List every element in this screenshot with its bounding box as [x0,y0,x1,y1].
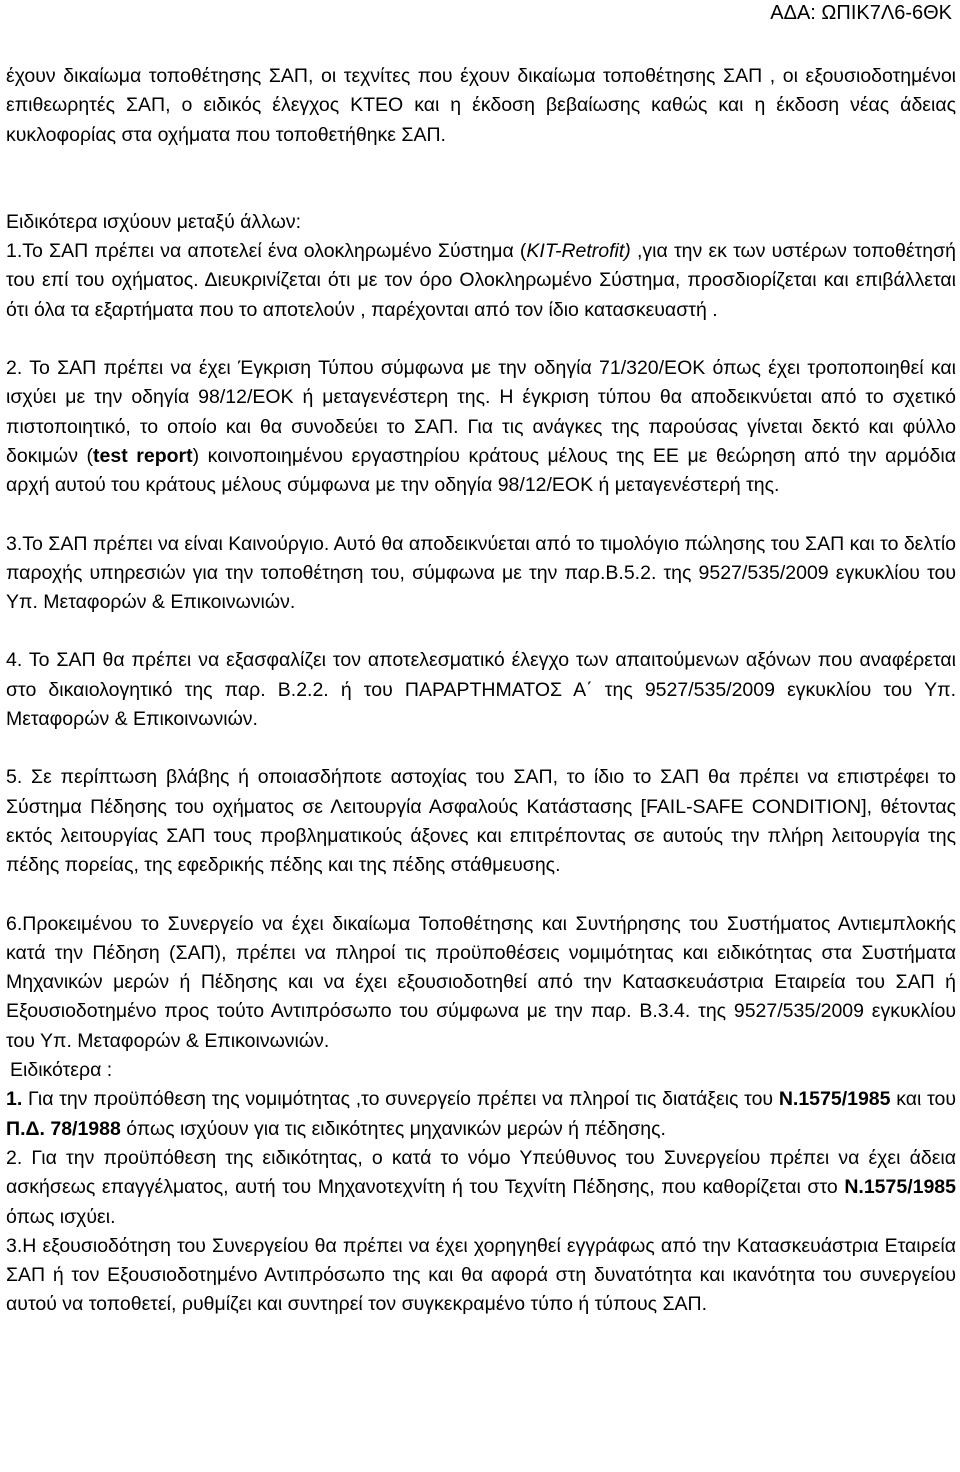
sub-item-2-text-2: όπως ισχύει. [6,1205,116,1228]
sub-item-1-text-3: όπως ισχύουν για τις ειδικότητες μηχανικών μερών ή πέδησης. [120,1117,666,1140]
item-1-italic: KIT-Retrofit) [526,240,631,263]
sub-item-2-law: Ν.1575/1985 [844,1176,956,1199]
sub-item-2-text: 2. Για την προϋπόθεση της ειδικότητας, ο κατά το νόμο Υπεύθυνος του Συνεργείου πρέπει να έχει άδεια ασκήσεως επαγγέλματος, αυτή του Μηχανοτεχνίτη ή του Τεχνίτη Πέδησης, που καθορίζεται στο [6,1146,956,1199]
sub-item-1-law: Ν.1575/1985 [778,1088,891,1111]
item-2-text: 2. Το ΣΑΠ πρέπει να έχει Έγκριση Τύπου σύμφωνα με την οδηγία 71/320/ΕΟΚ όπως έχει τροποποιηθεί και ισχύει με την οδηγία 98/12/ΕΟΚ ή μεταγενέστερη της. Η έγκριση τύπου θα αποδεικνύεται από το σχετικό πιστοποιητικό, το οποίο και θα συνοδεύει το ΣΑΠ. Για τις ανάγκες της παρούσας γίνεται δεκτό και φύλλο δοκιμών ( [6,357,956,467]
document-code: ΑΔΑ: ΩΠΙΚ7Λ6-6ΘΚ [770,2,952,24]
sub-item-1-text-2: και του [890,1088,956,1111]
item-1 [6,237,956,325]
document-body [6,62,956,1320]
intro-paragraph: έχουν δικαίωμα τοποθέτησης ΣΑΠ, οι τεχνίτες που έχουν δικαίωμα τοποθέτησης ΣΑΠ , οι εξουσιοδοτημένοι επιθεωρητές ΣΑΠ, ο ειδικός έλεγχος ΚΤΕΟ και η έκδοση βεβαίωσης καθώς και η έκδοση νέας άδειας κυκλοφορίας στα οχήματα που τοποθετήθηκε ΣΑΠ. [6,65,956,146]
item-1-text-rest: ,για την εκ των υστέρων τοποθέτησή του επί του οχήματος. Διευκρινίζεται ότι με τον όρο Ολοκληρωμένο Σύστημα, προσδιορίζεται και επιβάλλεται ότι όλα τα εξαρτήματα που το αποτελούν , παρέχονται από τον ίδιο κατασκευαστή . [6,240,956,321]
sub-item-1-decree: Π.Δ. 78/1988 [6,1117,121,1140]
sub-item-1-number: 1. [6,1088,23,1111]
specifics2-heading: Ειδικότερα : [10,1059,113,1082]
item-2-bold: test report [93,444,193,467]
sub-item-1-text: Για την προϋπόθεση της νομιμότητας ,το συνεργείο πρέπει να πληροί τις διατάξεις του [22,1088,779,1111]
item-6: 6.Προκειμένου το Συνεργείο να έχει δικαίωμα Τοποθέτησης και Συντήρησης του Συστήματος Αντιεμπλοκής κατά την Πέδηση (ΣΑΠ), πρέπει να πληροί τις προϋποθέσεις νομιμότητας και ειδικότητας στα Συστήματα Μηχανικών μερών ή Πέδησης και να έχει εξουσιοδοτηθεί από την Κατασκευάστρια Εταιρεία του ΣΑΠ ή Εξουσιοδοτημένο προς τούτο Αντιπρόσωπο του σύμφωνα με την παρ. Β.3.4. της 9527/535/2009 εγκυκλίου του Υπ. Μεταφορών & Επικοινωνιών. [6,912,956,1052]
item-1-text: 1.Το ΣΑΠ πρέπει να αποτελεί ένα ολοκληρωμένο Σύστημα ( [6,240,527,263]
item-2-text-rest: ) κοινοποιημένου εργαστηρίου κράτους μέλους της ΕΕ με θεώρηση από την αρμόδια αρχή αυτού του κράτους μέλους σύμφωνα με την οδηγία 98/12/ΕΟΚ ή μεταγενέστερή της. [6,444,956,497]
specifics-heading: Ειδικότερα ισχύουν μεταξύ άλλων: [6,210,302,233]
item-2 [6,354,956,500]
sub-item-1 [6,1085,956,1144]
item-5: 5. Σε περίπτωση βλάβης ή οποιασδήποτε αστοχίας του ΣΑΠ, το ίδιο το ΣΑΠ θα πρέπει να επιστρέφει το Σύστημα Πέδησης του οχήματος σε Λειτουργία Ασφαλούς Κατάστασης [FAIL-SAFE CONDITION], θέτοντας εκτός λειτουργίας ΣΑΠ τους προβληματικούς άξονες και επιτρέποντας σε αυτούς την πλήρη λειτουργία της πέδης πορείας, της εφεδρικής πέδης και της πέδης στάθμευσης. [6,766,956,877]
item-3: 3.Το ΣΑΠ πρέπει να είναι Καινούργιο. Αυτό θα αποδεικνύεται από το τιμολόγιο πώλησης του ΣΑΠ και το δελτίο παροχής υπηρεσιών για την τοποθέτηση του, σύμφωνα με την παρ.Β.5.2. της 9527/535/2009 εγκυκλίου του Υπ. Μεταφορών & Επικοινωνιών. [6,532,957,614]
sub-item-3: 3.Η εξουσιοδότηση του Συνεργείου θα πρέπει να έχει χορηγηθεί εγγράφως από την Κατασκευάστρια Εταιρεία ΣΑΠ ή τον Εξουσιοδοτημένο Αντιπρόσωπο της και θα αφορά στη δυνατότητα και ικανότητα του συνεργείου αυτού να τοποθετεί, ρυθμίζει και συντηρεί τον συγκεκραμένο τύπο ή τύπους ΣΑΠ. [6,1234,956,1316]
sub-item-2 [6,1144,956,1232]
item-4: 4. Το ΣΑΠ θα πρέπει να εξασφαλίζει τον αποτελεσματικό έλεγχο των απαιτούμενων αξόνων που αναφέρεται στο δικαιολογητικό της παρ. Β.2.2. ή του ΠΑΡΑΡΤΗΜΑΤΟΣ Α΄ της 9527/535/2009 εγκυκλίου του Υπ. Μεταφορών & Επικοινωνιών. [6,649,956,731]
